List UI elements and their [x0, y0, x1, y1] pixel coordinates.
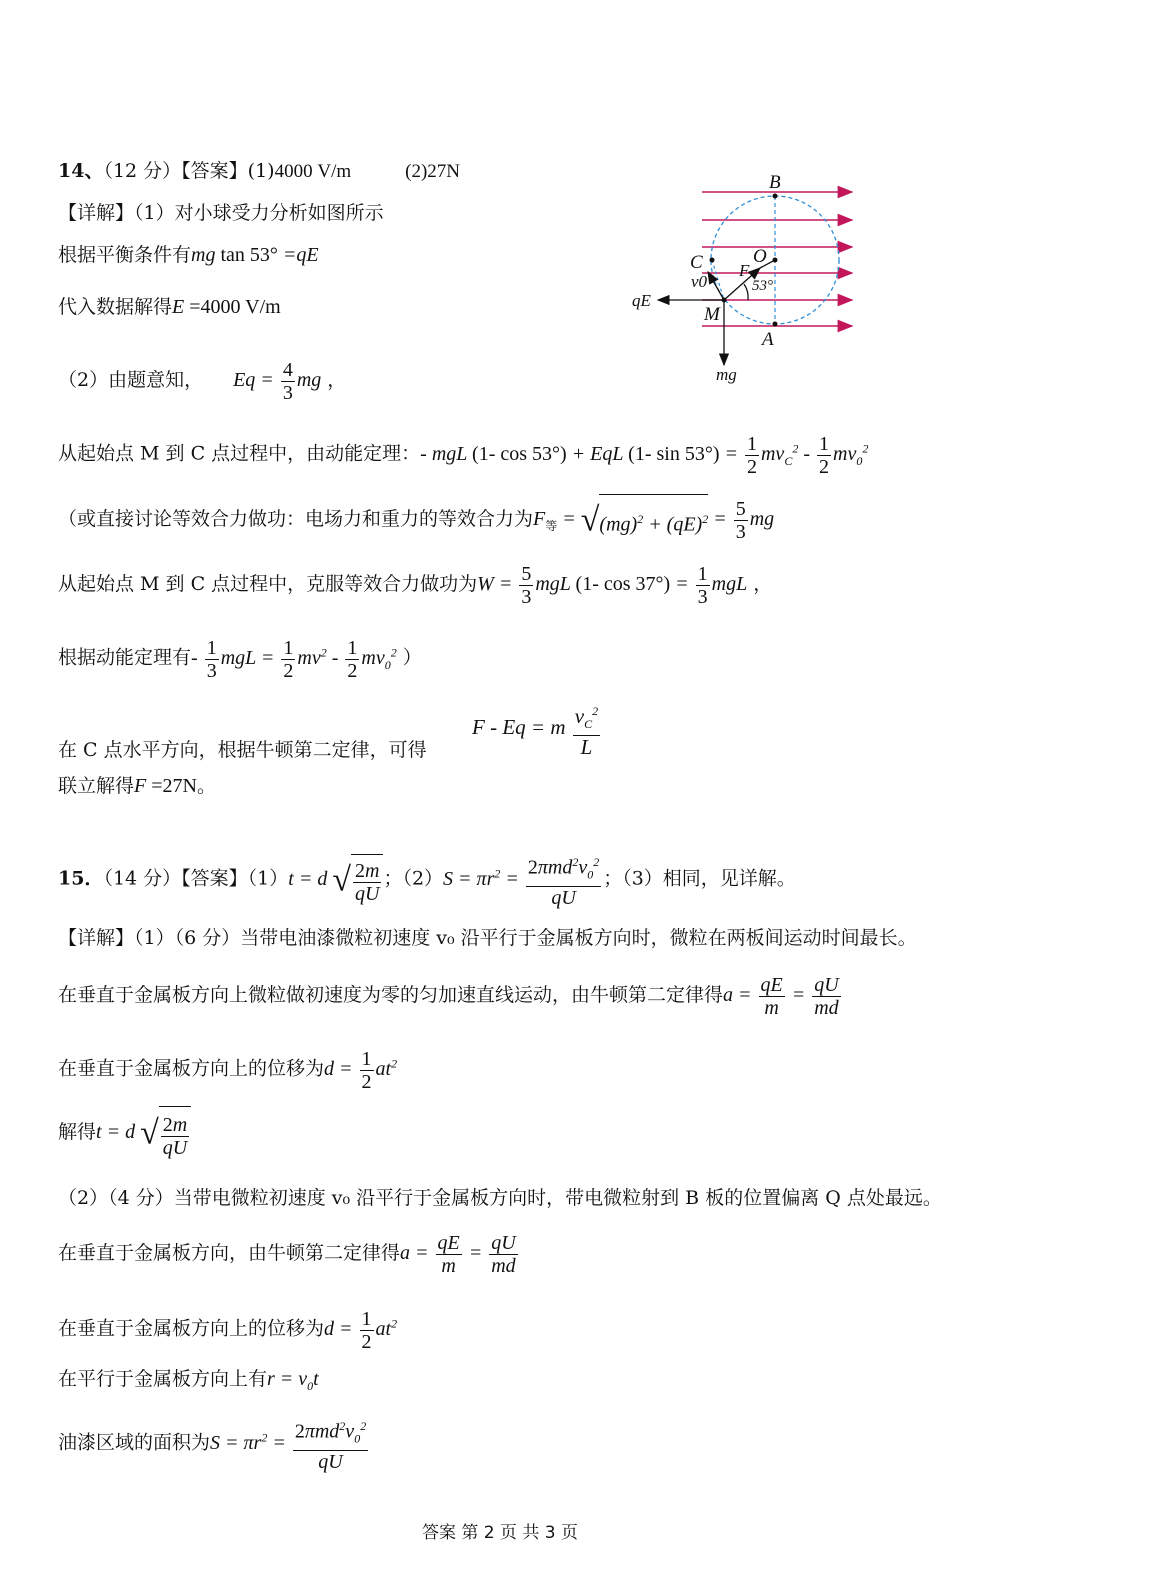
q14-answer-1: 4000 V/m: [274, 161, 352, 182]
q15-solve-line: [58, 1106, 191, 1161]
q14-detail: 【详解】（1）对小球受力分析如图所示: [58, 202, 384, 224]
formula-Eq: Eq = $\frac{4}{3}$ mg: [233, 358, 322, 404]
q15-para-text: 在平行于金属板方向上有: [58, 1368, 268, 1390]
q15-disp-text: 在垂直于金属板方向上的位移为: [58, 1057, 325, 1080]
q14-answer-2: (2)27N: [405, 161, 461, 182]
formula-a: a = $\frac{qE}{m}$ = $\frac{qU}{md}$: [723, 973, 839, 1019]
formula-S: $S = \pi r^2$ = $\frac{2\pi md^2v_0^2}{qU}$: [443, 868, 603, 890]
q15-disp2-text: 在垂直于金属板方向上的位移为: [58, 1317, 325, 1340]
label-A: A: [762, 329, 774, 350]
q15-area-line: [58, 1412, 370, 1473]
formula-F: F =27N: [134, 775, 197, 797]
q14-energy-text: 从起始点 M 到 C 点过程中，由动能定理：: [58, 442, 421, 465]
formula-t: t = d √ $\frac{2m}{qU}$: [288, 868, 383, 890]
q14-balance-line: [58, 242, 319, 268]
q14-alt2-text: 从起始点 M 到 C 点过程中，克服等效合力做功为: [58, 573, 478, 595]
formula-t2: t = d √ $\frac{2m}{qU}$: [96, 1121, 191, 1143]
label-C: C: [690, 252, 703, 273]
q15-part2: （2）（4 分）当带电微粒初速度 v₀ 沿平行于金属板方向时，带电微粒射到 B 板的位置偏离 Q 点处最远。: [58, 1187, 942, 1209]
q15-perp2-line: [58, 1230, 520, 1277]
q15-number: 15．: [58, 867, 104, 890]
q14-part2-text: （2）由题意知，: [58, 369, 204, 391]
q15-perp-text: 在垂直于金属板方向上微粒做初速度为零的匀加速直线运动，由牛顿第二定律得: [58, 984, 724, 1006]
q14-kin-text: 根据动能定理有: [58, 646, 192, 669]
q14-balance-text: 根据平衡条件有: [58, 244, 192, 266]
page-footer: 答案 第 2 页 共 3 页: [421, 1523, 579, 1543]
formula-W: W = $\frac{5}{3}$ mgL (1- cos 37°) = $\frac{1}{3}$ mgL: [477, 562, 748, 608]
formula-energy: - mgL (1- cos 53°) + EqL (1- sin 53°) = $\frac{1}{2}$ $mv_C^2$ - $\frac{1}{2}$ $mv_0^2$: [420, 432, 869, 478]
q14-alt-text: （或直接讨论等效合力做功：电场力和重力的等效合力为: [58, 507, 534, 530]
q15-sep2: ；（2）: [383, 867, 444, 890]
q15-perp-line: [58, 972, 843, 1019]
q15-solve-text: 解得: [58, 1121, 97, 1144]
formula-newton: F - Eq = m $\frac{v_C^2}{L}$: [472, 700, 602, 758]
label-M: M: [704, 304, 720, 325]
label-angle: 53°: [752, 278, 773, 294]
label-F: F: [739, 261, 750, 280]
q14-solve-text: 代入数据解得: [58, 296, 173, 318]
formula-a2: a = $\frac{qE}{m}$ = $\frac{qU}{md}$: [400, 1231, 516, 1277]
label-B: B: [769, 172, 781, 193]
q14-part2-line: （2）由题意知， Eq = $\frac{4}{3}$ mg ，: [58, 358, 347, 404]
q15-area-text: 油漆区域的面积为: [58, 1431, 211, 1454]
formula-d: d = $\frac{1}{2}$ $at^2$: [324, 1047, 398, 1093]
q14-final-line: 联立解得F =27N。: [58, 775, 216, 797]
label-mg: mg: [716, 365, 737, 384]
formula-area: $S = \pi r^2$ = $\frac{2\pi md^2v_0^2}{qU}$: [210, 1432, 370, 1454]
q15-disp-line: [58, 1040, 397, 1093]
q15-sep3: ；（3）相同，见详解。: [603, 867, 796, 890]
q15-disp2-line: [58, 1300, 397, 1353]
q14-solve-line: [58, 294, 281, 320]
q14-number: 14、: [58, 160, 104, 182]
q14-answer-line: [58, 158, 460, 185]
q14-energy-line: [58, 428, 868, 481]
label-v0: v0: [691, 272, 708, 291]
q14-final-text: 联立解得: [58, 775, 135, 797]
formula-kin: - $\frac{1}{3}$ mgL = $\frac{1}{2}$ $mv^2$ - $\frac{1}{2}$ $mv_0^2$: [191, 636, 397, 682]
formula-E: E =4000 V/m: [172, 296, 281, 318]
formula-r: $r = v_0t$: [267, 1368, 319, 1393]
q15-answer-line: [58, 848, 796, 909]
force-diagram: [620, 160, 870, 390]
q14-head: （12 分）【答案】(1): [103, 160, 275, 182]
label-qE: qE: [632, 291, 651, 310]
formula-Feq: $F_等 = √(mg)^2 + (qE)^2$ = $\frac{5}{3}$ mg: [533, 508, 774, 530]
q14-kin-line: 根据动能定理有- $\frac{1}{3}$ mgL = $\frac{1}{2}$ $mv^2$ - $\frac{1}{2}$ $mv_0^2$ ）: [58, 636, 422, 682]
q15-perp2-text: 在垂直于金属板方向，由牛顿第二定律得: [58, 1242, 401, 1264]
q14-alt-line: [58, 494, 774, 548]
q14-newton: 在 C 点水平方向，根据牛顿第二定律，可得: [58, 739, 427, 761]
q15-detail: 【详解】（1）（6 分）当带电油漆微粒初速度 v₀ 沿平行于金属板方向时，微粒在两板间运动时间最长。: [58, 927, 917, 949]
q14-alt2-line: 从起始点 M 到 C 点过程中，克服等效合力做功为W = $\frac{5}{3}$ mgL (1- cos 37°) = $\frac{1}{3}$ mgL ，: [58, 562, 773, 608]
formula-d2: d = $\frac{1}{2}$ $at^2$: [324, 1307, 398, 1353]
q15-head: （14 分）【答案】（1）: [103, 867, 289, 890]
q15-para-line: [58, 1366, 319, 1399]
formula-balance: mg tan 53° =qE: [191, 244, 319, 266]
label-O: O: [753, 246, 767, 267]
